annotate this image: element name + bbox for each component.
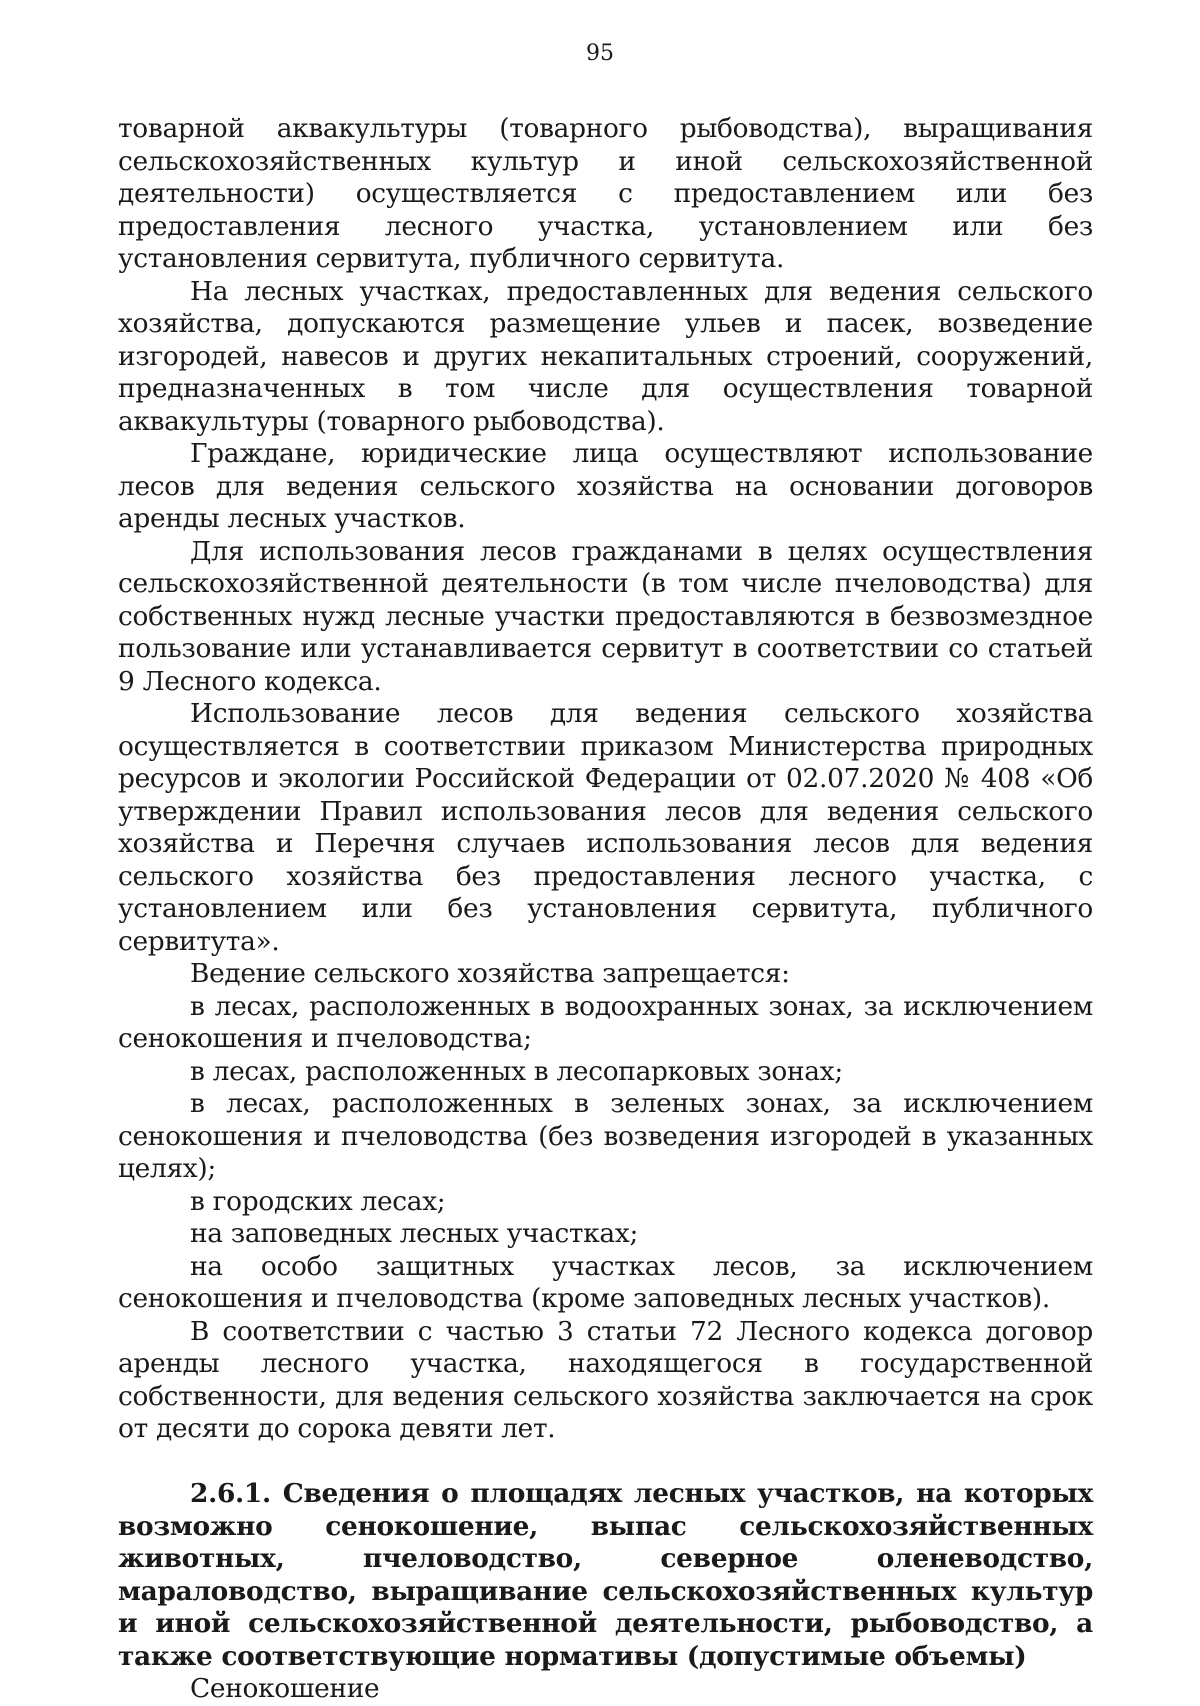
paragraph-land-plots-structures: На лесных участках, предоставленных для ведения сельского хозяйства, допускаются размещение ульев и пасек, возведение изгородей, навесов и других некапитальных строений, сооружений, предназначенных в том числе для осуществления товарной аквакультуры (товарного рыбоводства). xyxy=(118,275,1093,437)
section-subheading: Сенокошение xyxy=(190,1673,380,1704)
list-item-water-protection: в лесах, расположенных в водоохранных зонах, за исключением сенокошения и пчеловодства; xyxy=(118,990,1093,1054)
paragraph-prohibition-intro: Ведение сельского хозяйства запрещается: xyxy=(190,958,790,989)
list-item-protected-plots: на особо защитных участках лесов, за исключением сенокошения и пчеловодства (кроме заповедных лесных участков). xyxy=(118,1250,1093,1314)
section-heading: 2.6.1. Сведения о площадях лесных участков, на которых возможно сенокошение, выпас сельскохозяйственных животных, пчеловодство, северное оленеводство, мараловодство, выращивание сельскохозяйственных культур и иной сельскохозяйственной деятельности, рыбоводство, а также соответствующие нормативы (допустимые объемы) xyxy=(118,1478,1093,1672)
list-item-forest-park: в лесах, расположенных в лесопарковых зонах; xyxy=(190,1055,843,1087)
list-item-reserved-plots: на заповедных лесных участках; xyxy=(190,1218,639,1249)
list-item-green-zones: в лесах, расположенных в зеленых зонах, за исключением сенокошения и пчеловодства (без возведения изгородей в указанных целях); xyxy=(118,1088,1093,1184)
paragraph-lease-term: В соответствии с частью 3 статьи 72 Лесного кодекса договор аренды лесного участка, находящегося в государственной собственности, для ведения сельского хозяйства заключается на срок от десяти до сорока девяти лет. xyxy=(118,1315,1093,1444)
list-item-city-forests: в городских лесах; xyxy=(190,1185,446,1217)
document-body xyxy=(118,113,1093,1706)
paragraph-continuation: товарной аквакультуры (товарного рыбоводства), выращивания сельскохозяйственных культур и иной сельскохозяйственной деятельности) осуществляется с предоставлением или без предоставления лесного участка, установлением или без установления сервитута, публичного сервитута. xyxy=(118,113,1093,274)
paragraph-ministry-order: Использование лесов для ведения сельского хозяйства осуществляется в соответствии приказом Министерства природных ресурсов и экологии Российской Федерации от 02.07.2020 № 408 «Об утверждении Правил использования лесов для ведения сельского хозяйства и Перечня случаев использования лесов для ведения сельского хозяйства без предоставления лесного участка, с установлением или без установления сервитута, публичного сервитута». xyxy=(118,698,1093,957)
page-number: 95 xyxy=(586,41,614,66)
paragraph-lease-basis: Граждане, юридические лица осуществляют использование лесов для ведения сельского хозяйства на основании договоров аренды лесных участков. xyxy=(118,438,1093,534)
paragraph-citizens-use: Для использования лесов гражданами в целях осуществления сельскохозяйственной деятельности (в том числе пчеловодства) для собственных нужд лесные участки предоставляются в безвозмездное пользование или устанавливается сервитут в соответствии со статьей 9 Лесного кодекса. xyxy=(118,535,1093,697)
